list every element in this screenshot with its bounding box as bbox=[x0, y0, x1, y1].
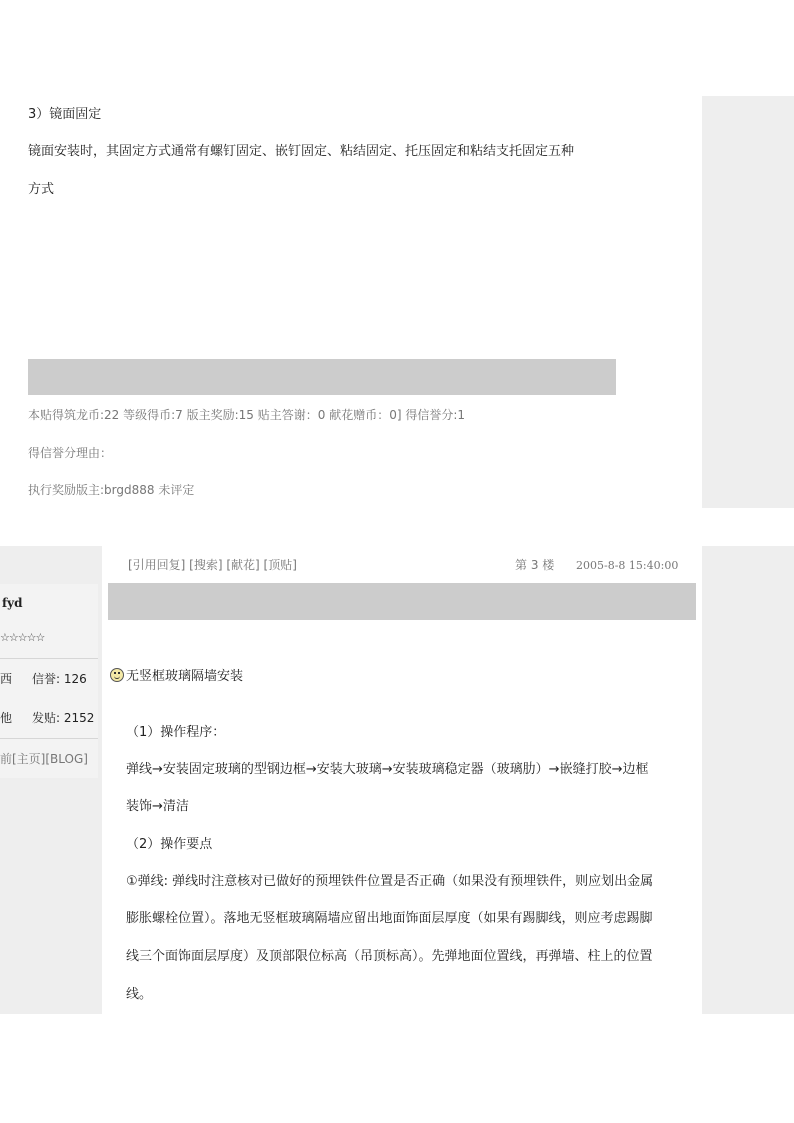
step2-body-line: ①弹线: 弹线时注意核对已做好的预埋铁件位置是否正确（如果没有预埋铁件，则应划出金属 bbox=[126, 874, 654, 889]
post-action-links[interactable]: [引用回复] [搜索] [献花] [顶贴] bbox=[128, 558, 297, 572]
post-timestamp: 2005-8-8 15:40:00 bbox=[576, 559, 679, 572]
username[interactable]: fyd bbox=[2, 596, 23, 610]
user-links[interactable]: 前[主页][BLOG] bbox=[0, 752, 88, 766]
step2-body-line: 膨胀螺栓位置）。落地无竖框玻璃隔墙应留出地面饰面层厚度（如果有踢脚线，则应考虑踢脚 bbox=[126, 911, 653, 926]
divider bbox=[0, 658, 98, 659]
post1-reputation-reason: 得信誉分理由： bbox=[28, 446, 113, 460]
post1-reward-stats: 本贴得筑龙币:22 等级得币:7 版主奖励:15 贴主答谢：0 献花赠币：0] 得信誉分:1 bbox=[28, 408, 466, 422]
step1-heading: （1）操作程序： bbox=[126, 725, 226, 740]
smiley-icon bbox=[110, 668, 124, 682]
post2-title-text: 无竖框玻璃隔墙安装 bbox=[126, 669, 244, 684]
post1-heading: 3）镜面固定 bbox=[28, 107, 102, 122]
post2-title bbox=[110, 668, 243, 686]
step1-body-line: 装饰→清洁 bbox=[126, 799, 189, 814]
user-post-count: 发贴: 2152 bbox=[32, 711, 95, 725]
post1-body-line: 镜面安装时，其固定方式通常有螺钉固定、嵌钉固定、粘结固定、托压固定和粘结支托固定五种 bbox=[28, 144, 575, 159]
right-sidebar-panel bbox=[702, 96, 794, 508]
user-other: 他 bbox=[0, 711, 13, 725]
post1-body-line: 方式 bbox=[28, 182, 55, 197]
floor-number: 第 3 楼 bbox=[515, 558, 555, 572]
user-credit: 信誉: 126 bbox=[32, 672, 87, 686]
divider bbox=[0, 738, 98, 739]
step2-heading: （2）操作要点 bbox=[126, 837, 213, 852]
post1-signature-bar bbox=[28, 359, 616, 395]
step2-body-line: 线。 bbox=[126, 987, 153, 1002]
star-rating-icon: ☆☆☆☆☆ bbox=[0, 631, 45, 644]
step1-body-line: 弹线→安装固定玻璃的型钢边框→安装大玻璃→安装玻璃稳定器（玻璃肋）→嵌缝打胶→边框 bbox=[126, 762, 649, 777]
post1-moderator-info: 执行奖励版主:brgd888 未评定 bbox=[28, 483, 195, 497]
user-region: 西 bbox=[0, 672, 13, 686]
right-sidebar-panel bbox=[702, 546, 794, 1014]
step2-body-line: 线三个面饰面层厚度）及顶部限位标高（吊顶标高）。先弹地面位置线，再弹墙、柱上的位置 bbox=[126, 949, 653, 964]
post2-title-bar bbox=[108, 583, 696, 620]
